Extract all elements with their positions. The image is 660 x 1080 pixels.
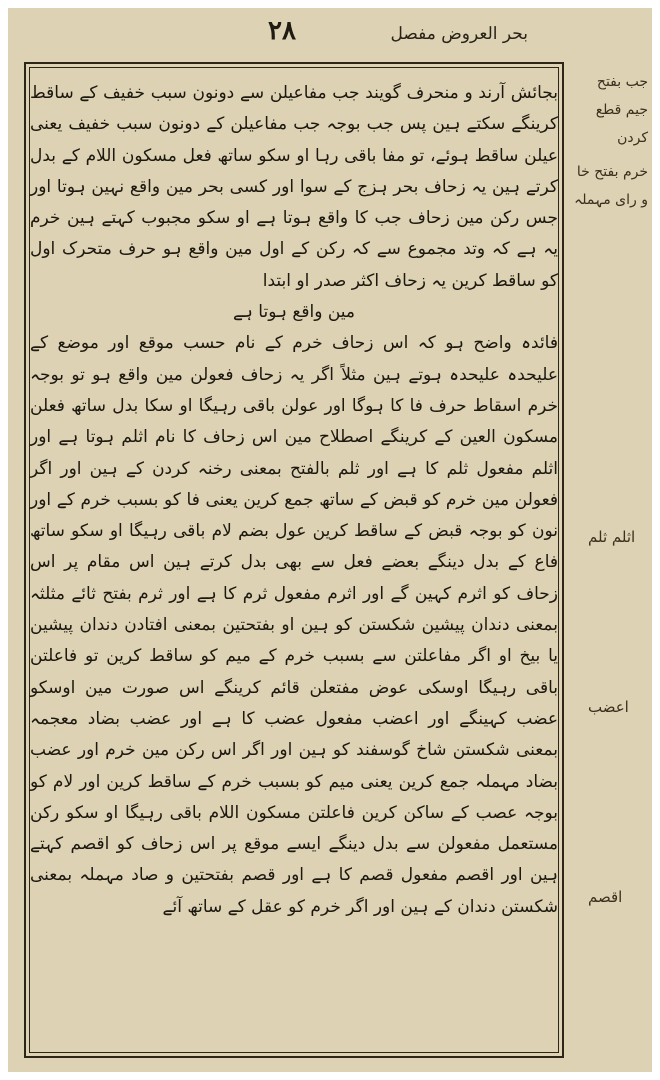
margin-note: اعضب bbox=[588, 698, 629, 716]
margin-note: اقصم bbox=[588, 888, 623, 906]
paragraph-3: فائدہ واضح ہو کہ اس زحاف خرم کے نام حسب موقع اور موضع کے علیحدہ علیحدہ ہوتے ہین مثلاً اگر یہ زحاف فعولن مین واقع ہو تو بوجہ خرم اسقاط حرف فا کا ہوگا اور عولن باقی رہیگا او سکا بدل ساتھ فعلن مسکون العین کے کرینگے اصطلاح مین اس زحاف کا نام اثلم ہوتا ہے اور اثلم مفعول ثلم کا ہے اور ثلم بالفتح بمعنی رخنہ کردن کے ہین اور اگر فعولن مین خرم کو قبض کے ساتھ جمع کرین یعنی فا کو بسبب خرم کے اور نون کو بوجہ قبض کے ساقط کرین عول بضم لام باقی رہیگا او سکو ساتھ فاع کے بدل دینگے بعضے فعل سے بھی بدل کرتے ہین اس مقام پر اس زحاف کو اثرم کہین گے اور اثرم مفعول ثرم کا ہے اور ثرم بفتح ثائے مثلثہ بمعنی دندان پیشین شکستن کو ہین او بفتحتین بمعنی افتادن دندان پیشین یا بیخ او اگر مفاعلتن سے بسبب خرم کے میم کو ساقط کرین تو فاعلتن باقی رہیگا اوسکی عوض مفتعلن قائم کرینگے اس صورت مین اوسکو عضب کہینگے اور اعضب مفعول عضب کا ہے اور عضب بضاد معجمہ بمعنی شکستن شاخ گوسفند کو ہین اور اگر اس رکن مین خرم اور عضب بضاد مہملہ جمع کرین یعنی میم کو بسبب خرم کے ساقط کرین اور لام کو بوجہ عصب کے ساکن کرین فاعلتن مسکون اللام باقی رہیگا او سکو رکن مستعمل مفعولن سے بدل دینگے ایسے موقع پر اس زحاف کو اقصم کہتے ہین اور اقصم مفعول قصم کا ہے اور قصم بفتحتین و صاد مہملہ بمعنی شکستن دندان کے ہین اور اگر خرم کو عقل کے ساتھ آئے bbox=[30, 333, 558, 917]
margin-notes bbox=[574, 68, 648, 220]
body-text bbox=[30, 78, 558, 923]
margin-note: اثلم ثلم bbox=[588, 528, 636, 546]
margin-note: جب بفتح جیم قطع کردن bbox=[595, 74, 648, 146]
running-title: بحر العروض مفصل bbox=[390, 24, 528, 44]
page-number: ۲۸ bbox=[268, 16, 296, 46]
running-head bbox=[48, 16, 588, 52]
paragraph-1: بجائش آرند و منحرف گویند جب مفاعیلن سے دونون سبب خفیف کے ساقط کرینگے سکتے ہین پس جب بوجہ جب مفاعیلن کے دونون سبب خفیف یعنی عیلن ساقط ہوئے، تو مفا باقی رہا او سکو ساتھ فعل مسکون اللام کے بدل کرتے ہین یہ زحاف بحر ہزج کے سوا اور کسی بحر مین واقع نہین ہوتا اور جس رکن مین زحاف جب کا واقع ہوتا ہے او سکو مجبوب کہتے ہین خرم یہ ہے کہ وتد مجموع سے کہ رکن کے اول مین واقع ہو حرف متحرک اول کو ساقط کرین یہ زحاف اکثر صدر او ابتدا bbox=[30, 83, 558, 291]
page bbox=[8, 8, 652, 1072]
paragraph-2: مین واقع ہوتا ہے bbox=[232, 302, 356, 323]
margin-note: خرم بفتح خا و رای مہملہ bbox=[574, 164, 648, 208]
